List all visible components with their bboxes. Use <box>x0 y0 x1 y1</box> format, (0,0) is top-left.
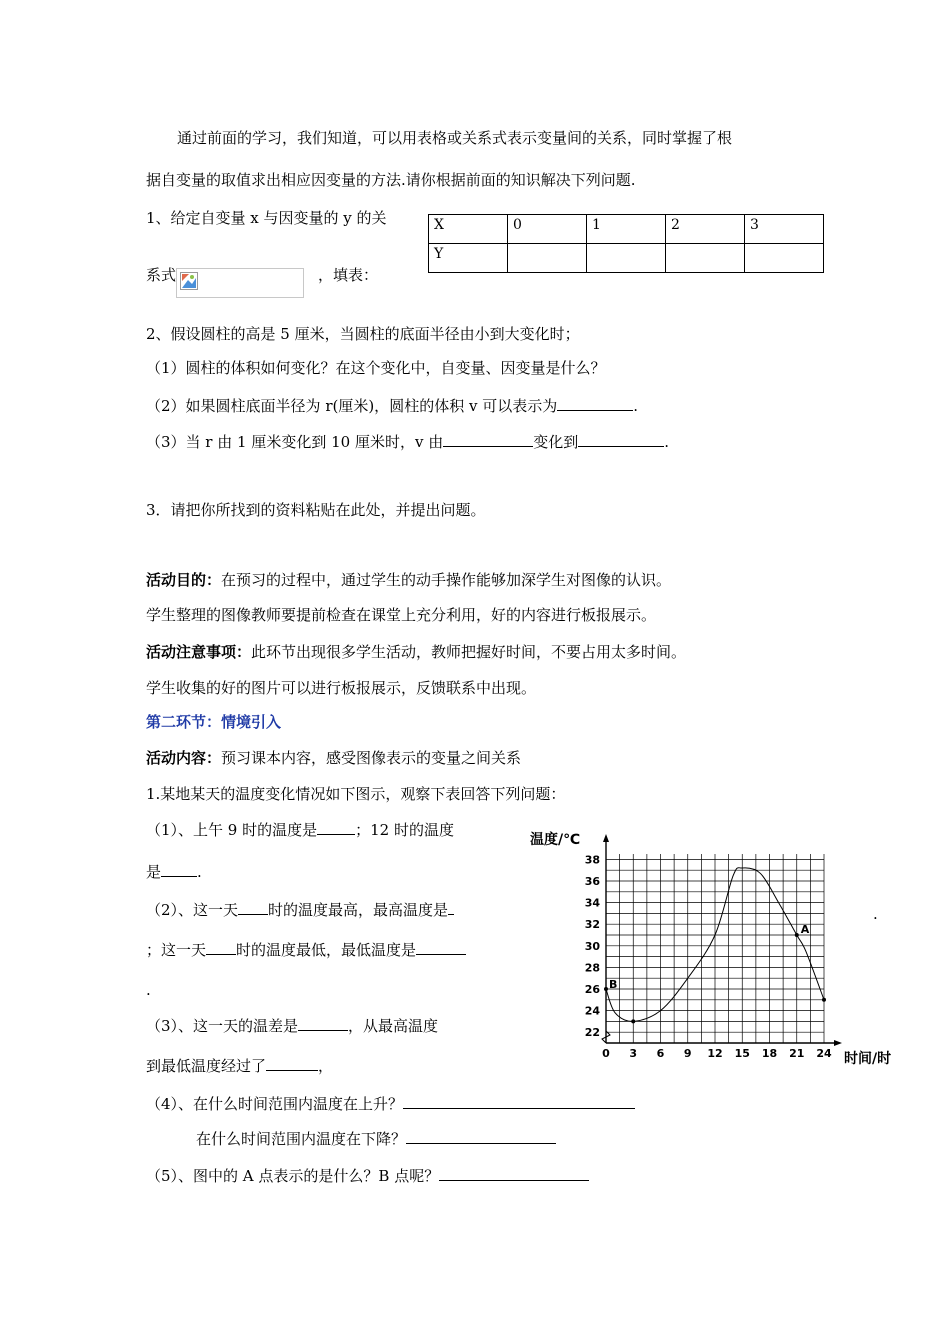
sq3-text-a: （3）、这一天的温差是 <box>146 1017 299 1035</box>
sub-question-4 <box>146 1094 635 1114</box>
table-cell: 1 <box>587 215 666 244</box>
y-tick-label: 26 <box>584 983 600 996</box>
answer-blank[interactable] <box>403 1094 635 1109</box>
answer-blank[interactable] <box>557 396 633 411</box>
notes-label: 活动注意事项： <box>146 643 252 661</box>
q1-prefix: 系式 <box>146 266 177 284</box>
sub-question-4-cont <box>196 1129 556 1149</box>
answer-blank[interactable] <box>443 432 533 447</box>
x-tick-label: 21 <box>789 1047 805 1060</box>
q2-part-2-text: （2）如果圆柱底面半径为 r(厘米)，圆柱的体积 v 可以表示为 <box>146 397 558 415</box>
section-heading: 第二环节：情境引入 <box>146 713 282 731</box>
y-tick-label: 30 <box>584 939 600 953</box>
q2-part-2-end: . <box>633 397 638 415</box>
activity-purpose <box>146 570 671 590</box>
answer-blank[interactable] <box>406 1129 556 1144</box>
y-tick-label: 24 <box>584 1004 600 1018</box>
purpose-text: 在预习的过程中，通过学生的动手操作能够加深学生对图像的认识。 <box>221 571 672 589</box>
x-tick-label: 6 <box>656 1047 665 1060</box>
x-tick-label: 9 <box>683 1047 692 1060</box>
x-tick-label: 18 <box>761 1047 778 1060</box>
labeled-point <box>604 987 608 991</box>
broken-image-icon <box>180 272 198 290</box>
x-tick-label: 0 <box>602 1047 610 1060</box>
activity-content <box>146 748 521 768</box>
x-tick-label: 24 <box>816 1047 832 1060</box>
answer-blank[interactable] <box>416 940 466 955</box>
table-cell-empty[interactable] <box>666 244 745 273</box>
sq2-text-b: 时的温度最高，最高温度是 <box>268 901 449 919</box>
answer-blank[interactable] <box>206 940 236 955</box>
activity-purpose-line-2: 学生整理的图像教师要提前检查在课堂上充分利用，好的内容进行板报展示。 <box>146 606 657 624</box>
formula-image-placeholder <box>176 268 304 298</box>
sq2-text-c: ；这一天 <box>146 941 207 959</box>
temperature-chart <box>524 822 924 1082</box>
sq1-text-d: . <box>197 863 202 881</box>
purpose-label: 活动目的： <box>146 571 222 589</box>
sq1-text-b: ；12 时的温度 <box>355 821 454 839</box>
sq5-text: （5）、图中的 A 点表示的是什么？B 点呢？ <box>146 1167 440 1185</box>
sub-question-1-cont <box>146 862 202 882</box>
table-cell: X <box>429 215 508 244</box>
sq2-text-d: 时的温度最低，最低温度是 <box>236 941 417 959</box>
q2-part-3-end: . <box>664 433 669 451</box>
q2-stem: 2、假设圆柱的高是 5 厘米，当圆柱的底面半径由小到大变化时； <box>146 325 580 343</box>
content-text: 预习课本内容，感受图像表示的变量之间关系 <box>221 749 522 767</box>
table-cell: 0 <box>508 215 587 244</box>
q2-part-3-text-b: 变化到 <box>533 433 579 451</box>
data-point <box>822 998 826 1002</box>
y-tick-label: 38 <box>584 853 600 867</box>
sub-question-2-end: . <box>146 981 151 999</box>
table-row <box>429 244 824 273</box>
xy-table <box>428 214 824 273</box>
data-point <box>631 1019 635 1023</box>
point-label: A <box>800 923 810 936</box>
sq4-text-a: （4）、在什么时间范围内温度在上升？ <box>146 1095 404 1113</box>
intro-line-1: 通过前面的学习，我们知道，可以用表格或关系式表示变量间的关系，同时掌握了根 <box>177 129 733 147</box>
answer-blank[interactable] <box>266 1056 318 1071</box>
table-cell-empty[interactable] <box>587 244 666 273</box>
y-axis-arrow <box>603 834 609 842</box>
answer-blank[interactable] <box>238 900 268 915</box>
point-label: B <box>609 978 618 991</box>
sq1-text-a: （1）、上午 9 时的温度是 <box>146 821 318 839</box>
table-cell: 2 <box>666 215 745 244</box>
stray-dot: . <box>873 905 878 923</box>
sub-question-3-cont <box>146 1056 333 1076</box>
sub-question-1 <box>146 820 454 840</box>
q1-line-1: 1、给定自变量 x 与因变量的 y 的关 <box>146 209 387 227</box>
sq3-text-c: 到最低温度经过了 <box>146 1057 267 1075</box>
answer-blank[interactable] <box>448 900 454 915</box>
content-label: 活动内容： <box>146 749 222 767</box>
sub-question-5 <box>146 1166 589 1186</box>
sub-question-2 <box>146 900 454 920</box>
sub-question-2-cont <box>146 940 466 960</box>
table-row <box>429 215 824 244</box>
x-axis-title: 时间/时 <box>844 1051 892 1067</box>
table-cell-empty[interactable] <box>745 244 824 273</box>
sub-question-3 <box>146 1016 438 1036</box>
activity-notes-line-2: 学生收集的好的图片可以进行板报展示，反馈联系中出现。 <box>146 679 537 697</box>
table-cell: Y <box>429 244 508 273</box>
table-cell-empty[interactable] <box>508 244 587 273</box>
notes-text: 此环节出现很多学生活动，教师把握好时间，不要占用太多时间。 <box>251 643 687 661</box>
answer-blank[interactable] <box>439 1166 589 1181</box>
sq3-text-b: ，从最高温度 <box>348 1017 439 1035</box>
q2-part-2 <box>146 396 638 416</box>
answer-blank[interactable] <box>578 432 664 447</box>
q2-part-3 <box>146 432 669 452</box>
x-axis-arrow <box>834 1040 842 1046</box>
y-axis-title: 温度/℃ <box>530 832 581 848</box>
x-tick-label: 15 <box>734 1047 750 1060</box>
q2-part-1: （1）圆柱的体积如何变化？在这个变化中，自变量、因变量是什么？ <box>146 359 606 377</box>
x-tick-label: 12 <box>707 1047 723 1060</box>
table-cell: 3 <box>745 215 824 244</box>
y-tick-label: 32 <box>584 918 600 932</box>
q2-part-3-text-a: （3）当 r 由 1 厘米变化到 10 厘米时，v 由 <box>146 433 444 451</box>
sq4-text-b: 在什么时间范围内温度在下降？ <box>196 1130 407 1148</box>
answer-blank[interactable] <box>317 820 355 835</box>
y-tick-label: 22 <box>584 1026 600 1040</box>
intro-line-2: 据自变量的取值求出相应因变量的方法.请你根据前面的知识解决下列问题. <box>146 171 636 189</box>
y-tick-label: 34 <box>584 896 600 910</box>
y-tick-label: 36 <box>584 875 600 888</box>
y-tick-label: 28 <box>584 961 600 975</box>
problem-statement: 1.某地某天的温度变化情况如下图示，观察下表回答下列问题： <box>146 785 566 803</box>
activity-notes <box>146 642 686 662</box>
sq3-text-d: ， <box>318 1057 334 1075</box>
q3-text: 3．请把你所找到的资料粘贴在此处，并提出问题。 <box>146 501 486 519</box>
q1-suffix: ，填表： <box>318 266 379 284</box>
sq1-text-c: 是 <box>146 863 162 881</box>
x-tick-label: 3 <box>629 1047 638 1060</box>
answer-blank[interactable] <box>298 1016 348 1031</box>
sq2-text-a: （2）、这一天 <box>146 901 239 919</box>
labeled-point <box>795 933 799 937</box>
answer-blank[interactable] <box>161 862 197 877</box>
